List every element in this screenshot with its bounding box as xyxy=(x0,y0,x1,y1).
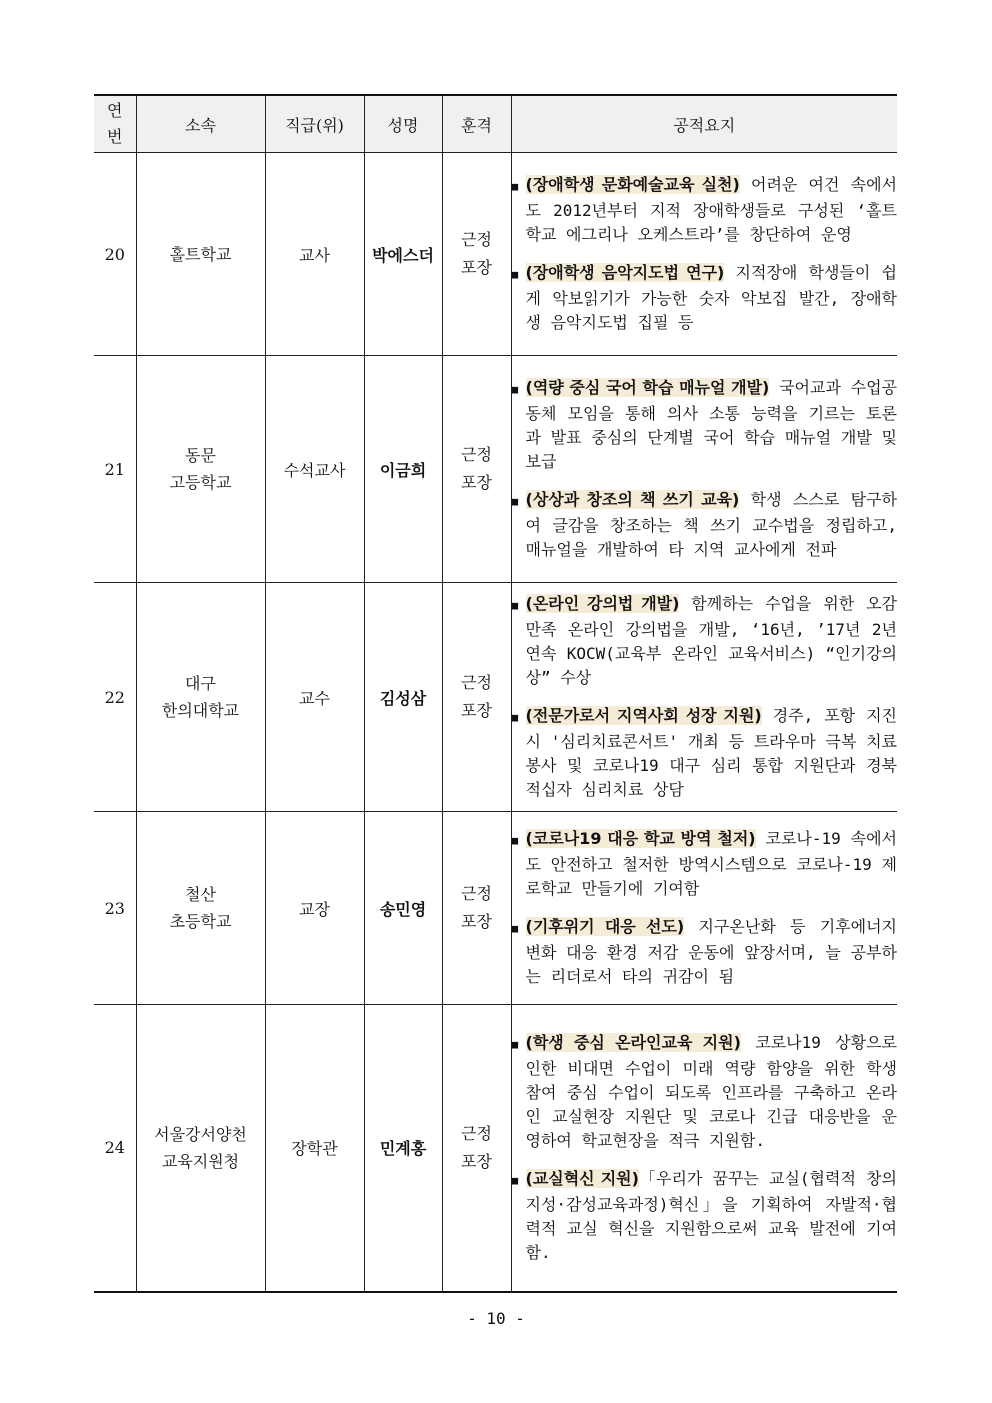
table-row xyxy=(94,583,897,812)
merit-item xyxy=(512,704,898,802)
affiliation: 동문 고등학교 xyxy=(136,356,265,583)
award-grade: 근정 포장 xyxy=(442,153,511,356)
merit-title: (기후위기 대응 선도) xyxy=(525,917,685,936)
affiliation: 철산 초등학교 xyxy=(136,812,265,1005)
header-no-text: 연번 xyxy=(107,101,123,146)
merit-text: 국어교과 수업공동체 모임을 통해 의사 소통 능력을 기르는 토론과 발표 중심의 단계별 국어 학습 매뉴얼 개발 및 보급 xyxy=(525,378,897,471)
merit-title: (전문가로서 지역사회 성장 지원) xyxy=(525,706,762,725)
position: 수석교사 xyxy=(265,356,364,583)
merit-summary xyxy=(511,1005,897,1292)
merit-text: 경주, 포항 지진 시 '심리치료콘서트' 개최 등 트라우마 극복 치료 봉사 및 코로나19 대구 심리 통합 지원단과 경북적십자 심리치료 상담 xyxy=(525,706,897,799)
merit-text: 함께하는 수업을 위한 오감 만족 온라인 강의법을 개발, ‘16년, ’17년 2년 연속 KOCW(교육부 온라인 교육서비스) “인기강의 상” 수상 xyxy=(525,594,897,687)
merit-title: (교실혁신 지원) xyxy=(525,1168,639,1188)
merit-title: (학생 중심 온라인교육 지원) xyxy=(525,1032,741,1052)
square-bullet-icon: ■ xyxy=(511,599,519,612)
table-header-row xyxy=(94,95,897,153)
affiliation: 홀트학교 xyxy=(136,153,265,356)
affiliation: 서울강서양천 교육지원청 xyxy=(136,1005,265,1292)
award-table xyxy=(94,94,897,1293)
merit-title: (장애학생 문화예술교육 실천) xyxy=(525,175,740,194)
merit-title: (역량 중심 국어 학습 매뉴얼 개발) xyxy=(525,378,770,397)
position: 교수 xyxy=(265,583,364,812)
merit-item xyxy=(512,1031,898,1153)
merit-title: (장애학생 음악지도법 연구) xyxy=(525,263,725,282)
table-row xyxy=(94,153,897,356)
square-bullet-icon: ■ xyxy=(511,268,519,281)
person-name: 이금희 xyxy=(364,356,442,583)
position: 장학관 xyxy=(265,1005,364,1292)
person-name: 박에스더 xyxy=(364,153,442,356)
merit-title: (코로나19 대응 학교 방역 철저) xyxy=(525,829,756,848)
table-row xyxy=(94,1005,897,1292)
merit-text: 코로나19 상황으로 인한 비대면 수업이 미래 역량 함양을 위한 학생 참여 중심 수업이 되도록 인프라를 구축하고 온라인 교실현장 지원단 및 코로나 긴급 대응반을 운영하여 학교현장을 적극 지원함. xyxy=(525,1032,897,1150)
square-bullet-icon: ■ xyxy=(511,180,519,193)
merit-text: 어려운 여건 속에서도 2012년부터 지적 장애학생들로 구성된 ‘홀트학교 에그리나 오케스트라’를 창단하여 운영 xyxy=(525,175,897,244)
header-no xyxy=(94,95,136,153)
square-bullet-icon: ■ xyxy=(511,711,519,724)
row-number: 20 xyxy=(94,153,136,356)
row-number: 24 xyxy=(94,1005,136,1292)
award-grade: 근정 포장 xyxy=(442,583,511,812)
header-org: 소속 xyxy=(136,95,265,153)
merit-item xyxy=(512,915,898,989)
header-merit: 공적요지 xyxy=(511,95,897,153)
award-grade: 근정 포장 xyxy=(442,812,511,1005)
merit-summary xyxy=(511,356,897,583)
square-bullet-icon: ■ xyxy=(511,922,519,935)
table-row xyxy=(94,356,897,583)
square-bullet-icon: ■ xyxy=(511,495,519,508)
merit-title: (상상과 창조의 책 쓰기 교육) xyxy=(525,490,740,509)
merit-summary xyxy=(511,153,897,356)
header-name: 성명 xyxy=(364,95,442,153)
header-award: 훈격 xyxy=(442,95,511,153)
person-name: 민계홍 xyxy=(364,1005,442,1292)
merit-item xyxy=(512,1167,898,1265)
header-rank: 직급(위) xyxy=(265,95,364,153)
table-row xyxy=(94,812,897,1005)
merit-item xyxy=(512,488,898,562)
person-name: 송민영 xyxy=(364,812,442,1005)
merit-item xyxy=(512,827,898,901)
square-bullet-icon: ■ xyxy=(511,1173,519,1187)
merit-item xyxy=(512,261,898,335)
award-grade: 근정 포장 xyxy=(442,1005,511,1292)
merit-title: (온라인 강의법 개발) xyxy=(525,594,680,613)
award-grade: 근정 포장 xyxy=(442,356,511,583)
merit-summary xyxy=(511,812,897,1005)
merit-item xyxy=(512,376,898,474)
row-number: 22 xyxy=(94,583,136,812)
square-bullet-icon: ■ xyxy=(511,1037,519,1051)
merit-text: 학생 스스로 탐구하여 글감을 창조하는 책 쓰기 교수법을 정립하고, 매뉴얼을 개발하여 타 지역 교사에게 전파 xyxy=(525,490,897,559)
merit-item xyxy=(512,173,898,247)
position: 교장 xyxy=(265,812,364,1005)
merit-text: 지적장애 학생들이 쉽게 악보읽기가 가능한 숫자 악보집 발간, 장애학생 음악지도법 집필 등 xyxy=(525,263,897,332)
merit-item xyxy=(512,592,898,690)
row-number: 23 xyxy=(94,812,136,1005)
person-name: 김성삼 xyxy=(364,583,442,812)
row-number: 21 xyxy=(94,356,136,583)
merit-text: 코로나-19 속에서도 안전하고 철저한 방역시스템으로 코로나-19 제로학교 만들기에 기여함 xyxy=(525,829,897,898)
merit-text: 「우리가 꿈꾸는 교실(협력적 창의지성·감성교육과정)혁신」을 기획하여 자발적·협력적 교실 혁신을 지원함으로써 교육 발전에 기여함. xyxy=(525,1168,897,1262)
page-number: - 10 - xyxy=(467,1309,525,1328)
merit-text: 지구온난화 등 기후에너지 변화 대응 환경 저감 운동에 앞장서며, 늘 공부하는 리더로서 타의 귀감이 됨 xyxy=(525,917,897,986)
affiliation: 대구 한의대학교 xyxy=(136,583,265,812)
position: 교사 xyxy=(265,153,364,356)
merit-summary xyxy=(511,583,897,812)
square-bullet-icon: ■ xyxy=(511,383,519,396)
square-bullet-icon: ■ xyxy=(511,834,519,847)
